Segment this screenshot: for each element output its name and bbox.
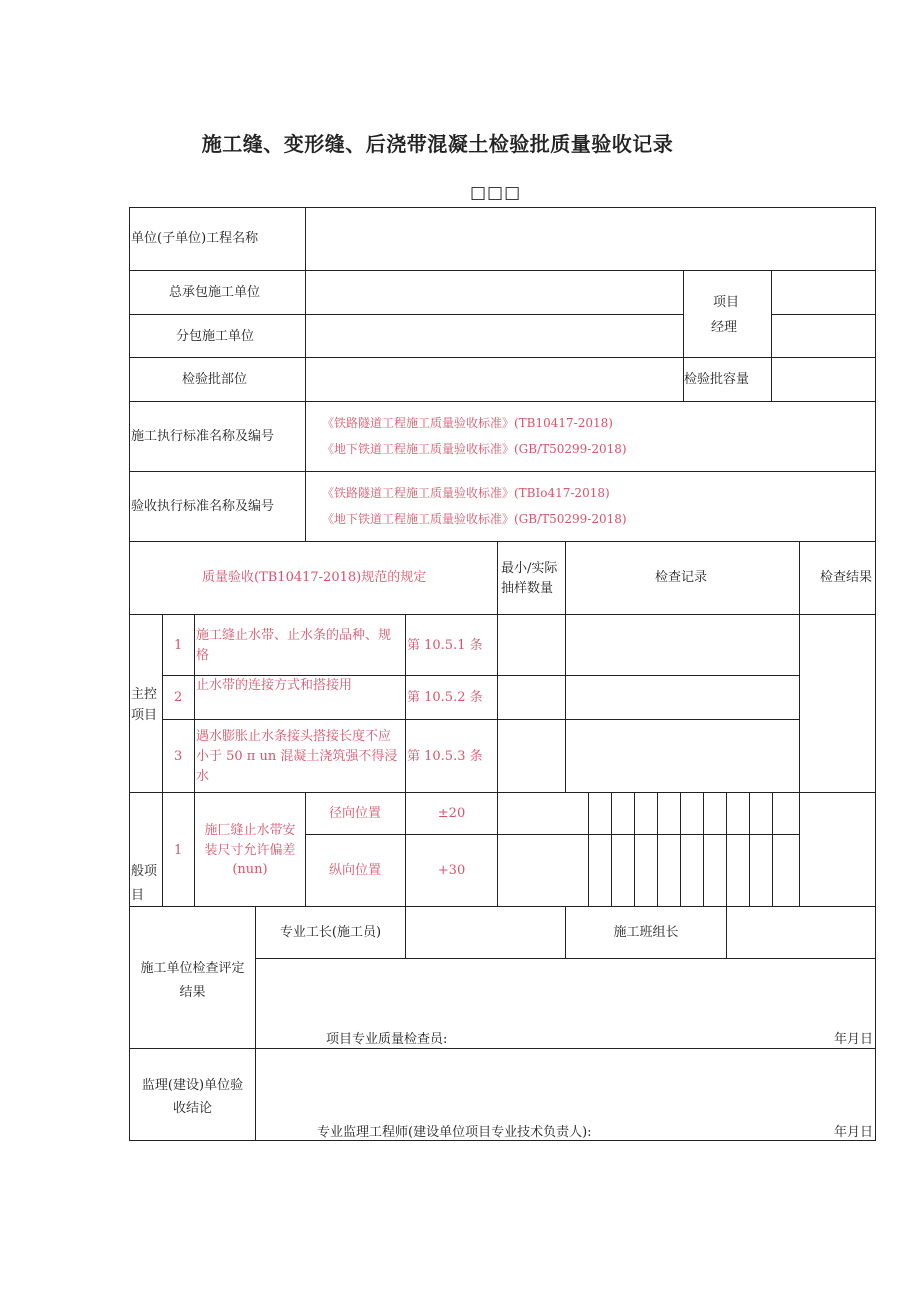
- item-description: 小于 50 π un 混凝土浇筑强不得浸: [196, 749, 398, 764]
- construction-standard-value: 《地下铁道工程施工质量验收标准》(GB/T50299-2018): [322, 442, 627, 456]
- grid-line: [305, 207, 306, 542]
- grid-line: [772, 792, 773, 907]
- grid-line: [162, 719, 799, 720]
- general-items-label: 般项: [131, 864, 158, 879]
- grid-line: [611, 792, 612, 907]
- project-manager-label: 项目: [713, 295, 740, 310]
- grid-line: [771, 270, 772, 401]
- supervision-label: 监理(建设)单位验: [141, 1078, 244, 1093]
- sample-column-header: 最小/实际: [501, 561, 558, 576]
- grid-line: [634, 792, 635, 907]
- grid-line: [703, 792, 704, 907]
- sub-item-tolerance: ±20: [437, 806, 466, 821]
- sub-item-tolerance: +30: [437, 863, 466, 878]
- record-column-header: 检查记录: [655, 570, 708, 585]
- item-description: 施匚缝止水带安: [204, 823, 296, 838]
- sub-item-name: 纵向位置: [328, 863, 381, 878]
- main-items-label: 项目: [131, 708, 158, 723]
- result-column-header: 检查结果: [820, 570, 873, 585]
- construction-standard-value: 《铁路隧道工程施工质量验收标准》(TB10417-2018): [322, 416, 613, 430]
- item-description: 遇水膨胀止水条接头搭接长度不应: [196, 729, 392, 744]
- item-number: 1: [174, 843, 183, 858]
- project-manager-label: 经理: [711, 320, 738, 335]
- grid-line: [565, 614, 566, 793]
- batch-capacity-label: 检验批容量: [684, 372, 750, 387]
- grid-line: [129, 614, 876, 615]
- unit-project-label: 单位(子单位)工程名称: [131, 231, 259, 246]
- grid-line: [680, 792, 681, 907]
- grid-line: [129, 906, 876, 907]
- grid-line: [129, 314, 683, 315]
- regulation-column-header: 质量验收(TB10417-2018)规范的规定: [202, 570, 427, 585]
- sample-column-header: 抽样数量: [501, 581, 554, 596]
- item-number: 3: [174, 749, 183, 764]
- grid-line: [129, 270, 876, 271]
- grid-line: [726, 792, 727, 907]
- acceptance-standard-label: 验收执行标准名称及编号: [131, 499, 275, 514]
- item-description: 水: [196, 769, 210, 784]
- grid-line: [162, 614, 163, 907]
- main-items-label: 主控: [131, 687, 158, 702]
- grid-line: [588, 792, 589, 907]
- supervision-label: 收结论: [172, 1101, 212, 1116]
- foreman-label: 专业工长(施工员): [279, 925, 382, 940]
- item-clause: 第 10.5.3 条: [407, 749, 483, 764]
- grid-line: [129, 792, 876, 793]
- grid-line: [129, 1048, 876, 1049]
- subcontractor-label: 分包施工单位: [176, 329, 255, 344]
- item-clause: 第 10.5.1 条: [407, 638, 483, 653]
- date-label: 年月日: [834, 1125, 874, 1140]
- page-title: 施工缝、变形缝、后浇带混凝土检验批质量验收记录: [201, 132, 674, 156]
- item-description: 装尺寸允许偏差: [204, 843, 296, 858]
- acceptance-standard-value: 《地下铁道工程施工质量验收标准》(GB/T50299-2018): [322, 512, 627, 526]
- acceptance-standard-value: 《铁路隧道工程施工质量验收标准》(TBIo417-2018): [322, 486, 610, 500]
- item-number: 1: [174, 638, 183, 653]
- team-leader-label: 施工班组长: [613, 925, 679, 940]
- general-items-label: 目: [131, 888, 145, 903]
- quality-inspector-label: 项目专业质量检查员:: [326, 1032, 448, 1047]
- item-description: 施工缝止水带、止水条的品种、规: [196, 628, 392, 643]
- item-description: 格: [196, 648, 210, 663]
- sub-item-name: 径向位置: [328, 806, 381, 821]
- grid-line: [749, 792, 750, 907]
- grid-line: [305, 834, 799, 835]
- construction-standard-label: 施工执行标准名称及编号: [131, 429, 275, 444]
- batch-location-label: 检验批部位: [182, 372, 248, 387]
- general-contractor-label: 总承包施工单位: [169, 285, 261, 300]
- item-number: 2: [174, 690, 183, 705]
- grid-line: [565, 541, 566, 615]
- grid-line: [405, 906, 406, 959]
- grid-line: [129, 541, 876, 542]
- date-label: 年月日: [834, 1032, 874, 1047]
- grid-line: [497, 541, 498, 907]
- item-description: (nun): [232, 862, 268, 877]
- grid-line: [129, 471, 876, 472]
- grid-line: [129, 357, 876, 358]
- form-code: □□□: [470, 183, 522, 203]
- construction-check-label: 结果: [179, 985, 206, 1000]
- grid-line: [799, 541, 800, 907]
- item-clause: 第 10.5.2 条: [407, 690, 483, 705]
- supervision-engineer-label: 专业监理工程师(建设单位项目专业技术负责人):: [317, 1125, 592, 1140]
- grid-line: [194, 614, 195, 907]
- grid-line: [129, 401, 876, 402]
- item-description: 止水带的连接方式和搭接用: [196, 678, 353, 693]
- grid-line: [657, 792, 658, 907]
- construction-check-label: 施工单位检查评定: [140, 961, 245, 976]
- grid-line: [726, 906, 727, 959]
- grid-line: [771, 314, 876, 315]
